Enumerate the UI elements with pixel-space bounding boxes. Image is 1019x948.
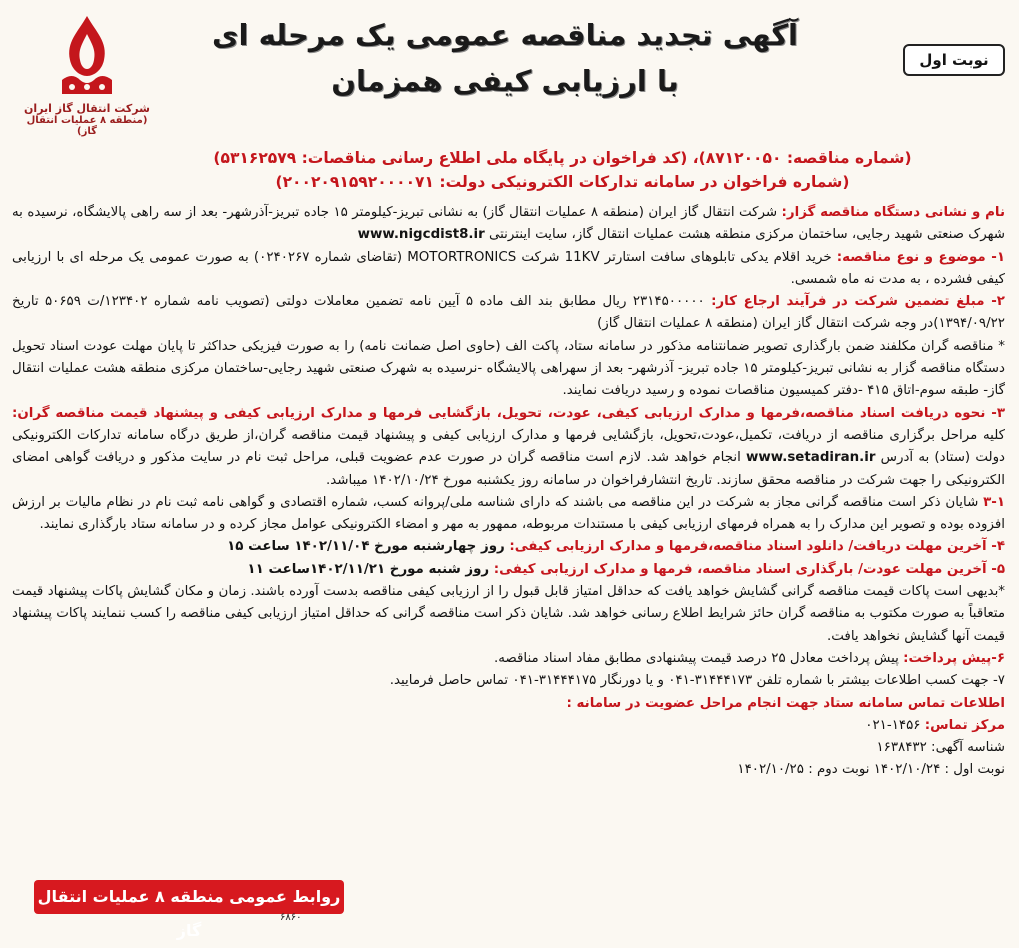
- section-heading: ۳-۱: [983, 494, 1005, 510]
- contact-center-value: ۱۴۵۶-۰۲۱: [865, 717, 925, 733]
- section-heading: ۵- آخرین مهلت عودت/ بارگذاری اسناد مناقصه، فرمها و مدارک ارزیابی کیفی:: [493, 561, 1005, 577]
- section-2-note: * مناقصه گران مکلفند ضمن بارگذاری تصویر ضمانتنامه مذکور در سامانه ستاد، پاکت الف (حاوی اصل ضمانت نامه) را به صورت فیزیکی حداکثر تا پایان مهلت عودت اسناد تحویل دستگاه مناقصه گزار به نشانی تبریز-کیلومتر ۱۵ جاده تبریز- آذرشهر- بعد از سهراهی پالایشگاه -نرسیده به شهرک صنعتی شهید رجایی-ساختمان مرکزی منطقه هشت عملیات انتقال گاز- طبقه سوم-اتاق ۴۱۵ -دفتر کمیسیون مناقصات نموده و رسید دریافت نمایند.: [12, 338, 1005, 399]
- section-organizer: [12, 202, 1005, 247]
- section-heading: ۱- موضوع و نوع مناقصه:: [836, 249, 1005, 265]
- public-relations-banner: روابط عمومی منطقه ۸ عملیات انتقال گاز: [34, 880, 344, 914]
- section-4: [12, 536, 1005, 558]
- section-text: روز چهارشنبه مورخ ۱۴۰۲/۱۱/۰۴ ساعت ۱۵: [227, 539, 510, 555]
- setad-link[interactable]: www.setadiran.ir: [745, 450, 876, 466]
- section-3: [12, 403, 1005, 492]
- flame-logo-icon: [52, 14, 122, 100]
- section-2: [12, 291, 1005, 336]
- section-heading: ۶-پیش پرداخت:: [903, 650, 1005, 666]
- ad-body: [12, 202, 1005, 782]
- tender-codes-line-2: (شماره فراخوان در سامانه تدارکات الکترونیکی دولت: ۲۰۰۲۰۹۱۵۹۲۰۰۰۰۷۱): [275, 173, 850, 191]
- contact-center: [12, 715, 1005, 737]
- section-heading: ۴- آخرین مهلت دریافت/ دانلود اسناد مناقصه،فرمها و مدارک ارزیابی کیفی:: [509, 539, 1005, 555]
- publish-dates: نوبت اول : ۱۴۰۲/۱۰/۲۴ نوبت دوم : ۱۴۰۲/۱۰/۲۵: [737, 762, 1005, 778]
- tender-codes-line-1: (شماره مناقصه: ۸۷۱۲۰۰۵۰)، (کد فراخوان در پایگاه ملی اطلاع رسانی مناقصات: ۵۳۱۶۲۵۷۹): [213, 149, 912, 167]
- section-heading: ۳- نحوه دریافت اسناد مناقصه،فرمها و مدارک ارزیابی کیفی، عودت، تحویل، بازگشایی فرمها و مدارک ارزیابی کیفی و پیشنهاد قیمت مناقصه گران:: [12, 405, 1005, 421]
- section-text: پیش پرداخت معادل ۲۵ درصد قیمت پیشنهادی مطابق مفاد اسناد مناقصه.: [493, 650, 904, 666]
- section-heading: ۲- مبلغ تضمین شرکت در فرآیند ارجاع کار:: [711, 294, 1005, 310]
- edition-badge: نوبت اول: [903, 44, 1005, 76]
- company-region: (منطقه ۸ عملیات انتقال گاز): [26, 115, 148, 137]
- title-line-1: آگهی تجدید مناقصه عمومی یک مرحله ای: [211, 18, 799, 52]
- section-text: روز شنبه مورخ ۱۴۰۲/۱۱/۲۱ساعت ۱۱: [247, 561, 494, 577]
- section-heading: نام و نشانی دستگاه مناقصه گزار:: [781, 205, 1005, 220]
- ad-title: [200, 12, 810, 124]
- section-text: ۲۳۱۴۵۰۰۰۰۰ ریال مطابق بند الف ماده ۵ آیین نامه تضمین معاملات دولتی (تصویب نامه شماره ۱۲۳۴۰۲/ت ۵۰۶۵۹ تاریخ ۱۳۹۴/۰۹/۲۲)در وجه شرکت انتقال گاز ایران (منطقه ۸ عملیات انتقال گاز): [12, 294, 1005, 332]
- section-6: [12, 648, 1005, 670]
- section-1: [12, 247, 1005, 292]
- section-5: [12, 559, 1005, 581]
- section-5-note: *بدیهی است پاکات قیمت مناقصه گرانی گشایش خواهد یافت که حداقل امتیاز قابل قبول را از ارزیابی کیفی مناقصه بدست آورده باشند. زمان و مکان گشایش پاکات پیشنهاد قیمت متعاقباً به صورت مکتوب به مناقصه گران حائز شرایط اطلاع رسانی خواهد شد. شایان ذکر است مناقصه گرانی که حداقل امتیاز ارزیابی کیفی مناقصه را کسب ننمایند پاکات پیشنهاد قیمت آنها گشایش نخواهد یافت.: [12, 584, 1005, 644]
- page-number: ۶۸۶۰: [280, 912, 302, 923]
- section-text: انجام خواهد شد. لازم است مناقصه گران در صورت عدم عضویت قبلی، مراحل ثبت نام در سایت مذکور و دریافت گواهی امضای الکترونیکی را جهت شرکت در مناقصه محقق سازند. تاریخ انتشارفراخوان در سامانه روز یکشنبه مورخ ۱۴۰۲/۱۰/۲۴ میباشد.: [12, 450, 1005, 488]
- section-text: کلیه مراحل برگزاری مناقصه از دریافت، تکمیل،عودت،تحویل، بازگشایی فرمها و مدارک ارزیابی کیفی و پیشنهاد قیمت مناقصه گران،از طریق درگاه سامانه تدارکات الکترونیکی دولت (ستاد) به آدرس: [12, 427, 1005, 466]
- ad-id: شناسه آگهی: ۱۶۳۸۴۳۲: [876, 740, 1005, 756]
- title-line-2: با ارزیابی کیفی همزمان: [331, 64, 679, 98]
- contact-center-label: مرکز تماس:: [924, 717, 1005, 733]
- section-7: ۷- جهت کسب اطلاعات بیشتر با شماره تلفن ۳۱۴۴۴۱۷۳-۰۴۱ و یا دورنگار ۳۱۴۴۴۱۷۵-۰۴۱ تماس حاصل فرمایید.: [389, 673, 1005, 689]
- section-text: شایان ذکر است مناقصه گرانی مجاز به شرکت در این مناقصه می باشند که دارای شناسه ملی/پروانه کسب، شماره اقتصادی و گواهی نامه ثبت نام در نظام مالیات بر ارزش افزوده بوده و تصویر این مدارک را به همراه فرمهای ارزیابی کیفی با مستندات مربوطه، ممهور به مهر و امضاء الکترونیکی عوامل مجاز کرده و در سامانه ستاد بارگذاری نمایند.: [12, 494, 1005, 533]
- company-name: شرکت انتقال گاز ایران: [24, 102, 150, 115]
- contact-heading: اطلاعات تماس سامانه ستاد جهت انجام مراحل عضویت در سامانه :: [566, 695, 1005, 711]
- section-text: خرید اقلام یدکی تابلوهای سافت استارتر 11KV شرکت MOTORTRONICS (تقاضای شماره ۰۲۴۰۲۶۷) به صورت عمومی یک مرحله ای با ارزیابی کیفی فشرده ، به مدت نه ماه شمسی.: [12, 249, 1005, 287]
- section-text: شرکت انتقال گاز ایران (منطقه ۸ عملیات انتقال گاز) به نشانی تبریز-کیلومتر ۱۵ جاده تبریز-آذرشهر- بعد از سه راهی پالایشگاه، نرسیده به شهرک صنعتی شهید رجایی، ساختمان مرکزی منطقه هشت عملیات انتقال گاز، سایت اینترنتی: [12, 205, 1005, 243]
- company-logo: [17, 14, 157, 154]
- section-3-1: [12, 492, 1005, 537]
- website-link[interactable]: www.nigcdist8.ir: [357, 227, 485, 243]
